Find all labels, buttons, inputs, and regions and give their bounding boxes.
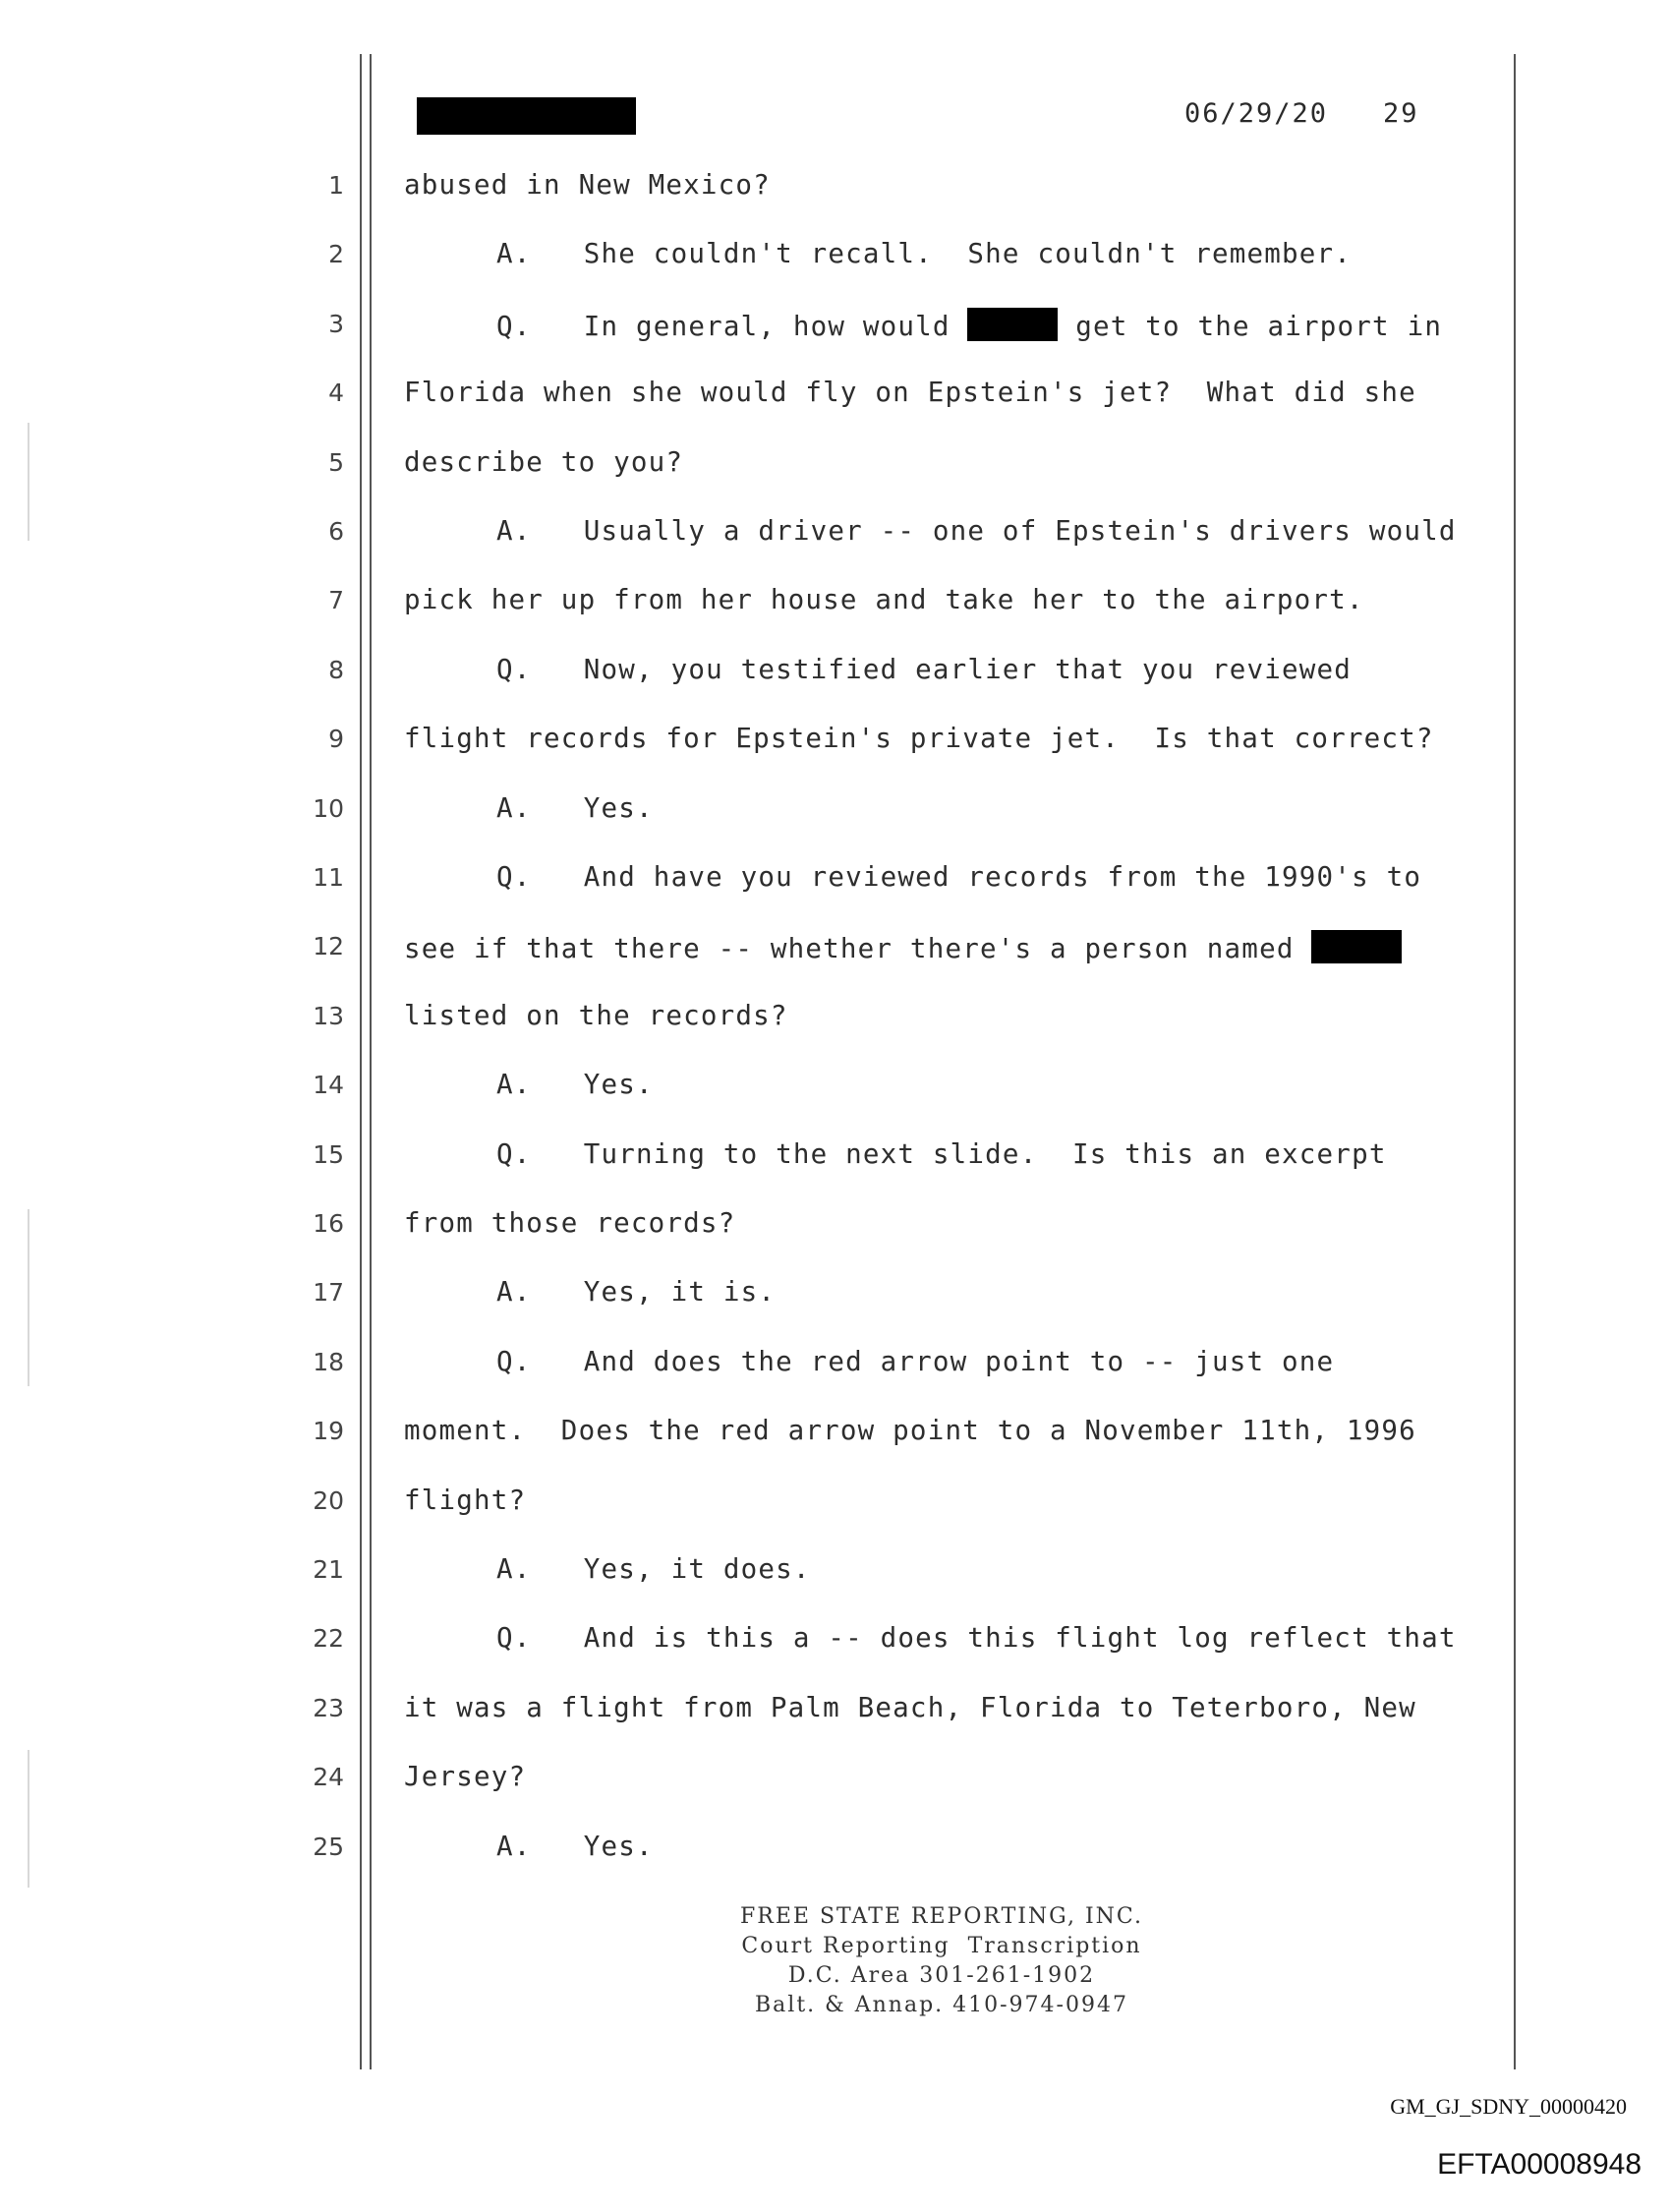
transcript-line [496,1138,1387,1170]
transcript-line [496,792,654,824]
transcript-line [404,1761,526,1792]
line-segment: see if that there -- whether there's a person named [404,933,1312,964]
line-number: 1 [328,171,344,200]
transcript-line [404,584,1364,615]
footer-dc-phone: D.C. Area 301-261-1902 [787,1963,1096,1988]
name-redaction [967,308,1058,341]
line-number: 2 [328,240,344,268]
right-margin-rule [1514,54,1516,2069]
transcript-line [496,1622,1457,1654]
left-margin-rule [360,54,362,2069]
line-segment: Q. And is this a -- does this flight log reflect that [496,1622,1457,1654]
line-number: 21 [313,1555,344,1584]
transcript-line [404,1484,526,1516]
header-page-number: 29 [1383,98,1419,129]
line-number: 17 [313,1278,344,1307]
transcript-line [496,1276,776,1308]
transcript-line [496,238,1352,269]
transcript-line [496,1553,811,1585]
header-redaction [417,97,636,135]
line-segment: describe to you? [404,446,684,478]
bates-number: GM_GJ_SDNY_00000420 [1390,2094,1627,2119]
name-redaction [1311,930,1402,963]
line-number: 22 [313,1624,344,1653]
footer-service: Court Reporting Transcription [741,1934,1142,1958]
line-number: 24 [313,1763,344,1791]
line-number: 14 [313,1071,344,1099]
reporter-footer [0,1902,1671,2020]
line-number: 23 [313,1694,344,1722]
transcript-line [496,861,1421,893]
line-segment: A. Yes, it is. [496,1276,777,1308]
transcript-line [404,723,1434,754]
line-segment: flight records for Epstein's private jet. Is that correct? [404,723,1434,754]
line-number: 20 [313,1486,344,1515]
line-segment: Q. Now, you testified earlier that you reviewed [496,654,1353,685]
transcript-line [404,446,683,478]
line-segment: Florida when she would fly on Epstein's jet? What did she [404,377,1416,408]
line-number: 3 [328,310,344,338]
line-number: 25 [313,1833,344,1861]
line-segment: Q. And have you reviewed records from the 1990's to [496,861,1422,893]
line-segment: A. Yes, it does. [496,1553,811,1585]
line-segment: Q. And does the red arrow point to -- just one [496,1346,1335,1377]
transcript-line [404,1207,735,1239]
line-segment: get to the airport in [1058,311,1443,342]
scan-artifact [28,1750,29,1888]
transcript-line [404,930,1402,964]
transcript-line [404,1692,1416,1723]
line-segment: A. Yes. [496,1831,654,1862]
line-segment: Q. In general, how would [496,311,968,342]
transcript-line [496,1069,654,1100]
line-segment: Q. Turning to the next slide. Is this an excerpt [496,1138,1387,1170]
transcript-line [404,377,1416,408]
scan-artifact [28,423,29,541]
line-number: 18 [313,1348,344,1376]
transcript-line [404,1415,1416,1446]
line-number: 15 [313,1140,344,1169]
line-number: 5 [328,448,344,477]
line-segment: A. She couldn't recall. She couldn't remember. [496,238,1353,269]
line-segment: A. Usually a driver -- one of Epstein's drivers would [496,515,1457,547]
transcript-line [496,308,1442,342]
line-segment: Jersey? [404,1761,527,1792]
transcript-line [404,169,771,201]
transcript-line [496,654,1352,685]
line-number: 8 [328,656,344,684]
line-number: 12 [313,932,344,960]
transcript-line [496,515,1457,547]
line-number: 16 [313,1209,344,1238]
line-number: 19 [313,1417,344,1445]
line-segment: A. Yes. [496,1069,654,1100]
line-number: 7 [328,586,344,614]
footer-company: FREE STATE REPORTING, INC. [740,1904,1143,1929]
line-number: 11 [313,863,344,892]
footer-balt-phone: Balt. & Annap. 410-974-0947 [755,1993,1128,2017]
line-segment: from those records? [404,1207,736,1239]
line-number: 9 [328,725,344,753]
line-number: 13 [313,1002,344,1030]
line-segment: pick her up from her house and take her to the airport. [404,584,1364,615]
line-number: 4 [328,378,344,407]
transcript-line [496,1346,1334,1377]
line-segment: moment. Does the red arrow point to a November 11th, 1996 [404,1415,1416,1446]
efta-number: EFTA00008948 [1437,2148,1642,2181]
transcript-line [496,1831,654,1862]
line-segment: listed on the records? [404,1000,788,1031]
header-date: 06/29/20 [1184,98,1329,129]
line-number: 6 [328,517,344,546]
scan-artifact [28,1209,29,1386]
left-margin-rule [370,54,372,2069]
line-segment: A. Yes. [496,792,654,824]
line-segment: it was a flight from Palm Beach, Florida to Teterboro, New [404,1692,1416,1723]
line-number: 10 [313,794,344,823]
line-segment: abused in New Mexico? [404,169,771,201]
transcript-line [404,1000,788,1031]
line-segment: flight? [404,1484,527,1516]
